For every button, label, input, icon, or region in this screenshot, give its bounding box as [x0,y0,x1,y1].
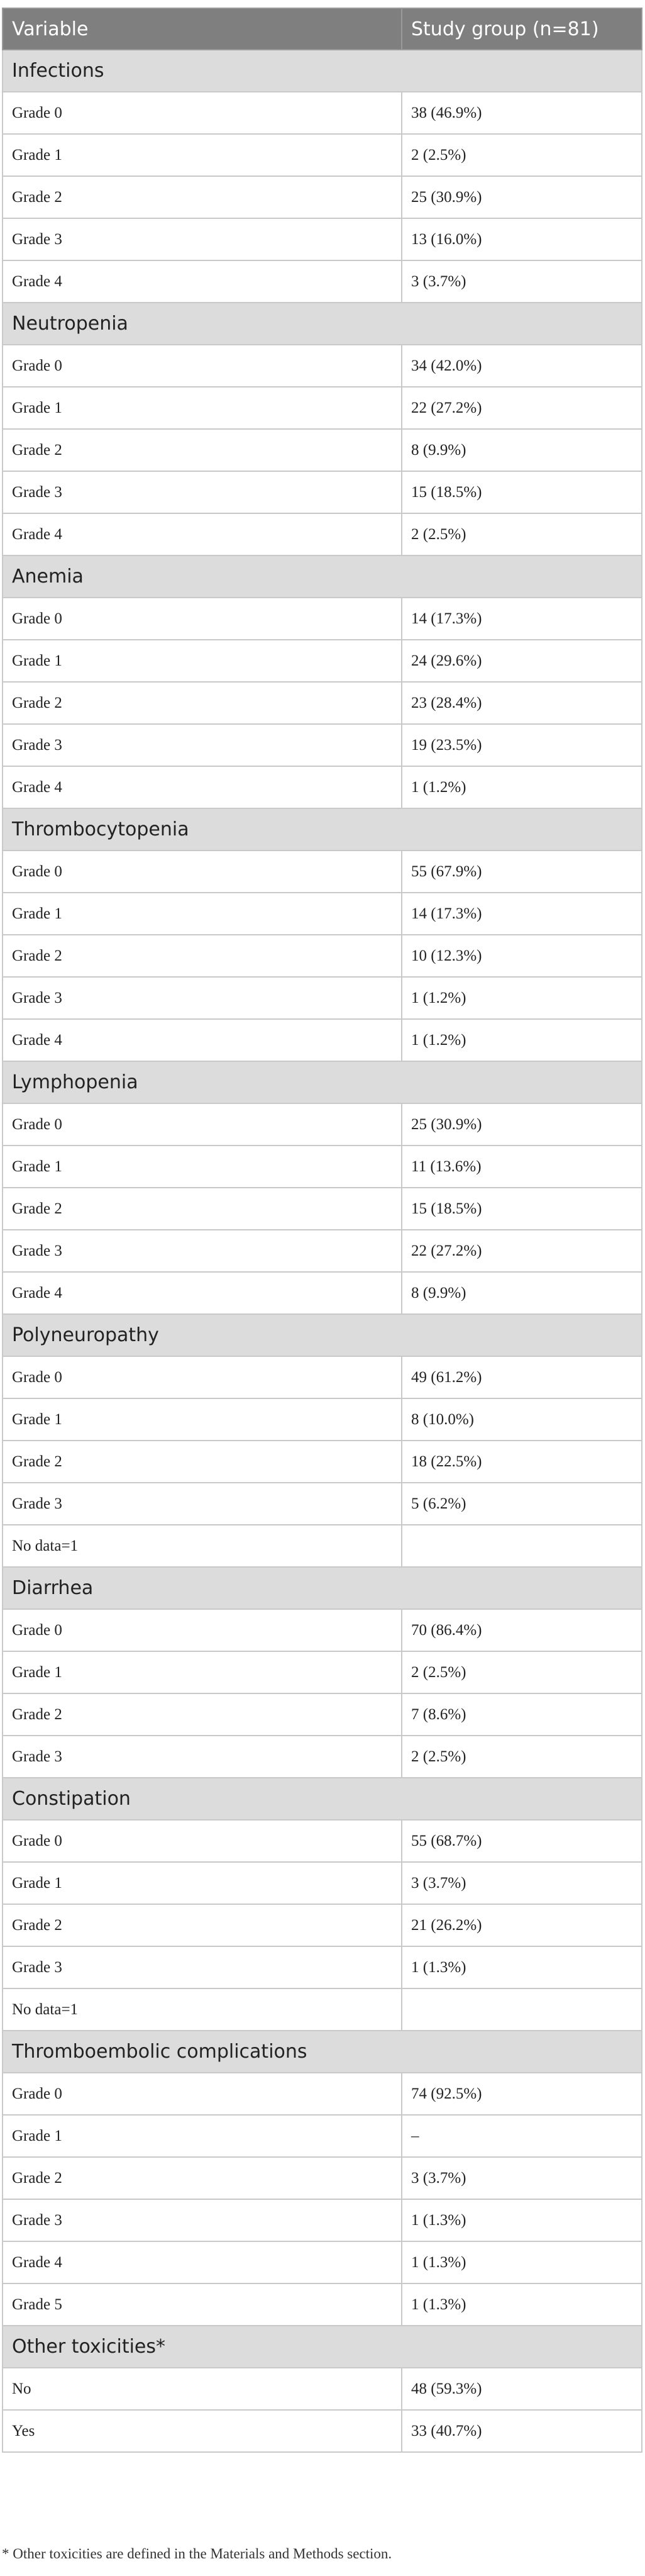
section-header-row [3,50,642,92]
section-title: Anemia [3,555,642,598]
row-label: Grade 1 [3,387,402,429]
row-label: Grade 0 [3,345,402,387]
row-label: Grade 4 [3,2241,402,2283]
row-value: 55 (68.7%) [402,1820,642,1862]
row-label: Yes [3,2410,402,2452]
table-row [3,1272,642,1314]
table-row [3,176,642,218]
row-value: 1 (1.2%) [402,766,642,808]
row-value: 1 (1.2%) [402,1019,642,1061]
row-label: Grade 4 [3,1019,402,1061]
row-value: – [402,2115,642,2157]
section-header-row [3,1567,642,1609]
row-value: 15 (18.5%) [402,1188,642,1230]
table-row [3,1736,642,1778]
row-value: 18 (22.5%) [402,1441,642,1483]
row-label: Grade 4 [3,766,402,808]
row-value: 1 (1.3%) [402,1946,642,1988]
row-label: Grade 3 [3,1483,402,1525]
table-row [3,1230,642,1272]
row-value: 22 (27.2%) [402,387,642,429]
table-row [3,2073,642,2115]
row-value: 2 (2.5%) [402,134,642,176]
row-label: Grade 4 [3,1272,402,1314]
row-label: Grade 0 [3,1820,402,1862]
row-value: 34 (42.0%) [402,345,642,387]
table-row [3,2199,642,2241]
row-label: Grade 1 [3,2115,402,2157]
section-header-row [3,808,642,850]
table-row [3,682,642,724]
row-label: Grade 3 [3,724,402,766]
row-label: Grade 1 [3,640,402,682]
table-row [3,2283,642,2326]
table-row [3,766,642,808]
row-label: Grade 3 [3,218,402,260]
table-row [3,2410,642,2452]
row-label: Grade 0 [3,1356,402,1398]
row-value [402,1988,642,2031]
row-value: 25 (30.9%) [402,176,642,218]
section-title: Thrombocytopenia [3,808,642,850]
table-row [3,1609,642,1651]
section-title: Infections [3,50,642,92]
table-row [3,1103,642,1146]
table-row [3,1019,642,1061]
table-row [3,2241,642,2283]
table-container [0,8,645,2453]
table-row [3,935,642,977]
section-header-row [3,1061,642,1103]
table-footnote: * Other toxicities are defined in the Materials and Methods section. [2,2546,392,2562]
row-value: 1 (1.2%) [402,977,642,1019]
row-value: 48 (59.3%) [402,2368,642,2410]
row-label: Grade 5 [3,2283,402,2326]
row-value: 70 (86.4%) [402,1609,642,1651]
section-title: Polyneuropathy [3,1314,642,1356]
row-value: 3 (3.7%) [402,2157,642,2199]
row-value: 19 (23.5%) [402,724,642,766]
row-value: 74 (92.5%) [402,2073,642,2115]
row-label: Grade 0 [3,598,402,640]
row-label: Grade 4 [3,513,402,555]
row-label: Grade 3 [3,471,402,513]
table-row [3,1188,642,1230]
table-row [3,1946,642,1988]
row-value: 14 (17.3%) [402,893,642,935]
row-label: Grade 2 [3,935,402,977]
table-row [3,429,642,471]
row-label: Grade 3 [3,1230,402,1272]
row-label: Grade 3 [3,1736,402,1778]
row-value: 10 (12.3%) [402,935,642,977]
row-value: 13 (16.0%) [402,218,642,260]
row-label: Grade 2 [3,429,402,471]
row-value: 14 (17.3%) [402,598,642,640]
row-label: No [3,2368,402,2410]
table-row [3,1398,642,1441]
row-value: 1 (1.3%) [402,2199,642,2241]
row-label: Grade 1 [3,893,402,935]
row-value: 5 (6.2%) [402,1483,642,1525]
table-row [3,1356,642,1398]
row-value [402,1525,642,1567]
table-row [3,345,642,387]
section-title: Lymphopenia [3,1061,642,1103]
section-header-row [3,2326,642,2368]
table-row [3,1146,642,1188]
row-label: No data=1 [3,1988,402,2031]
table-row [3,1693,642,1736]
table-row [3,1483,642,1525]
row-label: Grade 0 [3,850,402,893]
section-title: Thromboembolic complications [3,2031,642,2073]
row-label: Grade 2 [3,1904,402,1946]
table-row [3,1820,642,1862]
row-value: 2 (2.5%) [402,513,642,555]
table-row [3,387,642,429]
table-row [3,92,642,134]
row-value: 11 (13.6%) [402,1146,642,1188]
row-value: 23 (28.4%) [402,682,642,724]
section-header-row [3,555,642,598]
row-value: 55 (67.9%) [402,850,642,893]
header-study-group: Study group (n=81) [402,8,642,50]
row-label: Grade 1 [3,1146,402,1188]
table-row [3,1525,642,1567]
table-row [3,2368,642,2410]
row-label: Grade 2 [3,176,402,218]
table-row [3,1651,642,1693]
table-row [3,471,642,513]
table-row [3,1862,642,1904]
row-value: 38 (46.9%) [402,92,642,134]
row-value: 8 (9.9%) [402,429,642,471]
row-value: 7 (8.6%) [402,1693,642,1736]
row-value: 2 (2.5%) [402,1736,642,1778]
table-row [3,260,642,303]
row-value: 2 (2.5%) [402,1651,642,1693]
row-label: Grade 1 [3,1862,402,1904]
table-header-row [3,8,642,50]
row-label: Grade 3 [3,2199,402,2241]
table-row [3,850,642,893]
section-title: Neutropenia [3,303,642,345]
section-title: Other toxicities* [3,2326,642,2368]
table-row [3,1904,642,1946]
row-label: Grade 2 [3,682,402,724]
section-title: Constipation [3,1778,642,1820]
table-row [3,1988,642,2031]
section-header-row [3,2031,642,2073]
row-label: No data=1 [3,1525,402,1567]
table-row [3,598,642,640]
table-row [3,2115,642,2157]
row-label: Grade 2 [3,1693,402,1736]
row-value: 21 (26.2%) [402,1904,642,1946]
row-value: 25 (30.9%) [402,1103,642,1146]
table-row [3,724,642,766]
row-label: Grade 0 [3,2073,402,2115]
table-row [3,218,642,260]
section-title: Diarrhea [3,1567,642,1609]
table-row [3,1441,642,1483]
row-label: Grade 0 [3,1609,402,1651]
table-body [3,50,642,2452]
row-label: Grade 3 [3,977,402,1019]
row-value: 3 (3.7%) [402,1862,642,1904]
row-value: 3 (3.7%) [402,260,642,303]
header-variable: Variable [3,8,402,50]
table-row [3,2157,642,2199]
table-row [3,513,642,555]
row-label: Grade 0 [3,92,402,134]
table-row [3,134,642,176]
row-label: Grade 1 [3,134,402,176]
row-label: Grade 1 [3,1651,402,1693]
table-row [3,893,642,935]
row-value: 1 (1.3%) [402,2241,642,2283]
row-value: 1 (1.3%) [402,2283,642,2326]
row-value: 8 (9.9%) [402,1272,642,1314]
table-row [3,640,642,682]
row-label: Grade 2 [3,1188,402,1230]
section-header-row [3,1314,642,1356]
row-label: Grade 1 [3,1398,402,1441]
row-value: 22 (27.2%) [402,1230,642,1272]
section-header-row [3,303,642,345]
row-value: 49 (61.2%) [402,1356,642,1398]
row-label: Grade 4 [3,260,402,303]
row-value: 24 (29.6%) [402,640,642,682]
section-header-row [3,1778,642,1820]
toxicity-table [2,8,642,2453]
row-label: Grade 3 [3,1946,402,1988]
row-label: Grade 2 [3,2157,402,2199]
row-label: Grade 2 [3,1441,402,1483]
row-value: 8 (10.0%) [402,1398,642,1441]
row-value: 33 (40.7%) [402,2410,642,2452]
row-label: Grade 0 [3,1103,402,1146]
table-row [3,977,642,1019]
row-value: 15 (18.5%) [402,471,642,513]
